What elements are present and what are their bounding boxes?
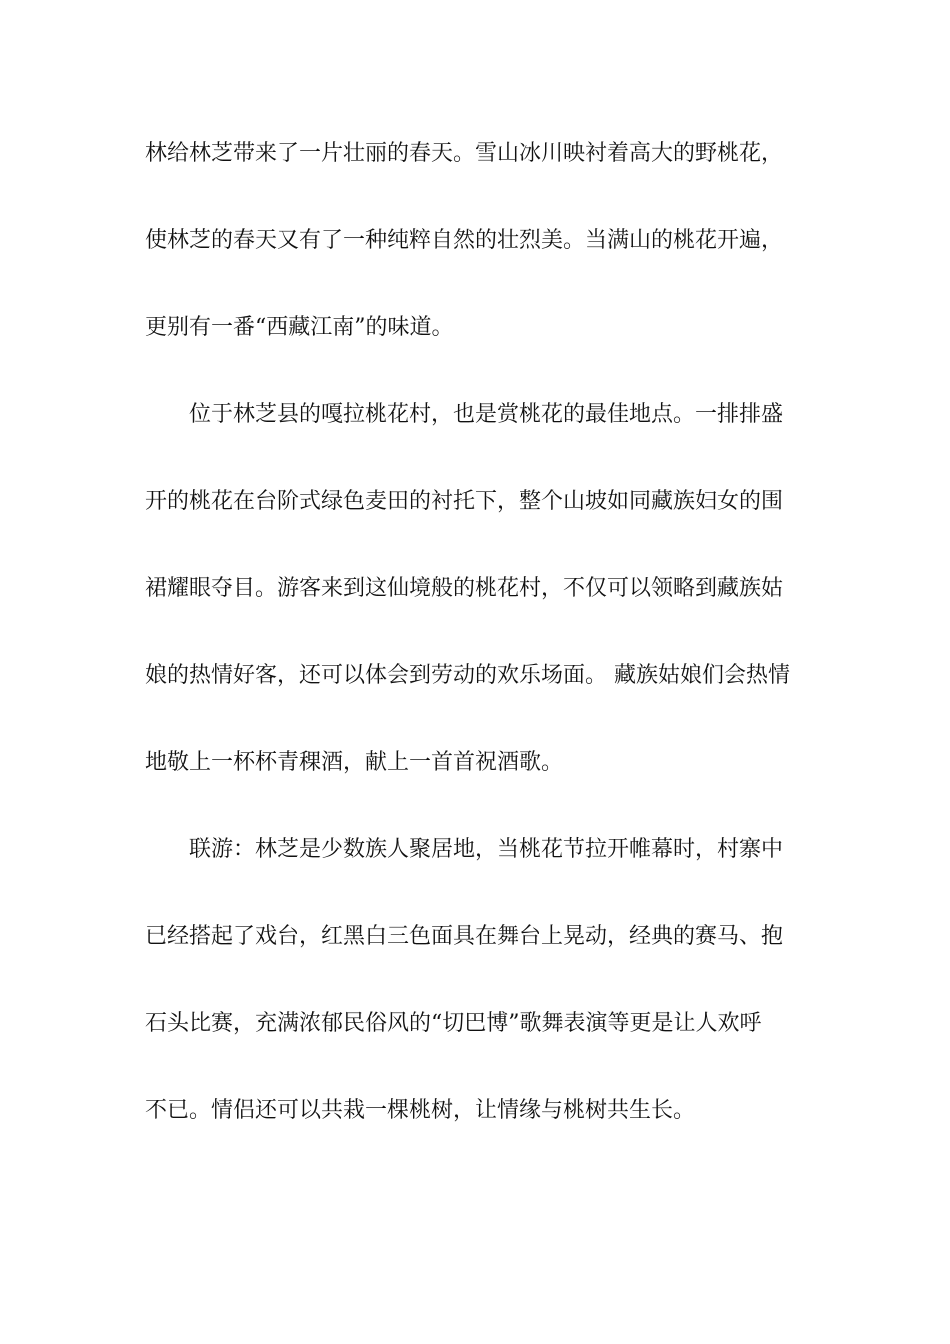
paragraph-3-line-3: 石头比赛，充满浓郁民俗风的“切巴博”歌舞表演等更是让人欢呼 (145, 1011, 762, 1036)
paragraph-1-line-1: 林给林芝带来了一片壮丽的春天。雪山冰川映衬着高大的野桃花， (145, 141, 784, 166)
paragraph-2-line-4: 娘的热情好客，还可以体会到劳动的欢乐场面。 藏族姑娘们会热情 (145, 663, 790, 688)
paragraph-1-line-2: 使林芝的春天又有了一种纯粹自然的壮烈美。当满山的桃花开遍， (145, 228, 784, 253)
paragraph-1-line-3: 更别有一番“西藏江南”的味道。 (145, 315, 454, 340)
paragraph-2-line-2: 开的桃花在台阶式绿色麦田的衬托下，整个山坡如同藏族妇女的围 (145, 489, 784, 514)
paragraph-2-line-3: 裙耀眼夺目。游客来到这仙境般的桃花村，不仅可以领略到藏族姑 (145, 576, 784, 601)
paragraph-3-line-1: 联游：林芝是少数族人聚居地，当桃花节拉开帷幕时，村寨中 (189, 837, 784, 862)
paragraph-2-line-5: 地敬上一杯杯青稞酒，献上一首首祝酒歌。 (145, 750, 564, 775)
paragraph-3-line-4: 不已。情侣还可以共栽一棵桃树，让情缘与桃树共生长。 (145, 1098, 696, 1123)
paragraph-2-line-1: 位于林芝县的嘎拉桃花村，也是赏桃花的最佳地点。一排排盛 (189, 402, 784, 427)
paragraph-3-line-2: 已经搭起了戏台，红黑白三色面具在舞台上晃动，经典的赛马、抱 (145, 924, 784, 949)
